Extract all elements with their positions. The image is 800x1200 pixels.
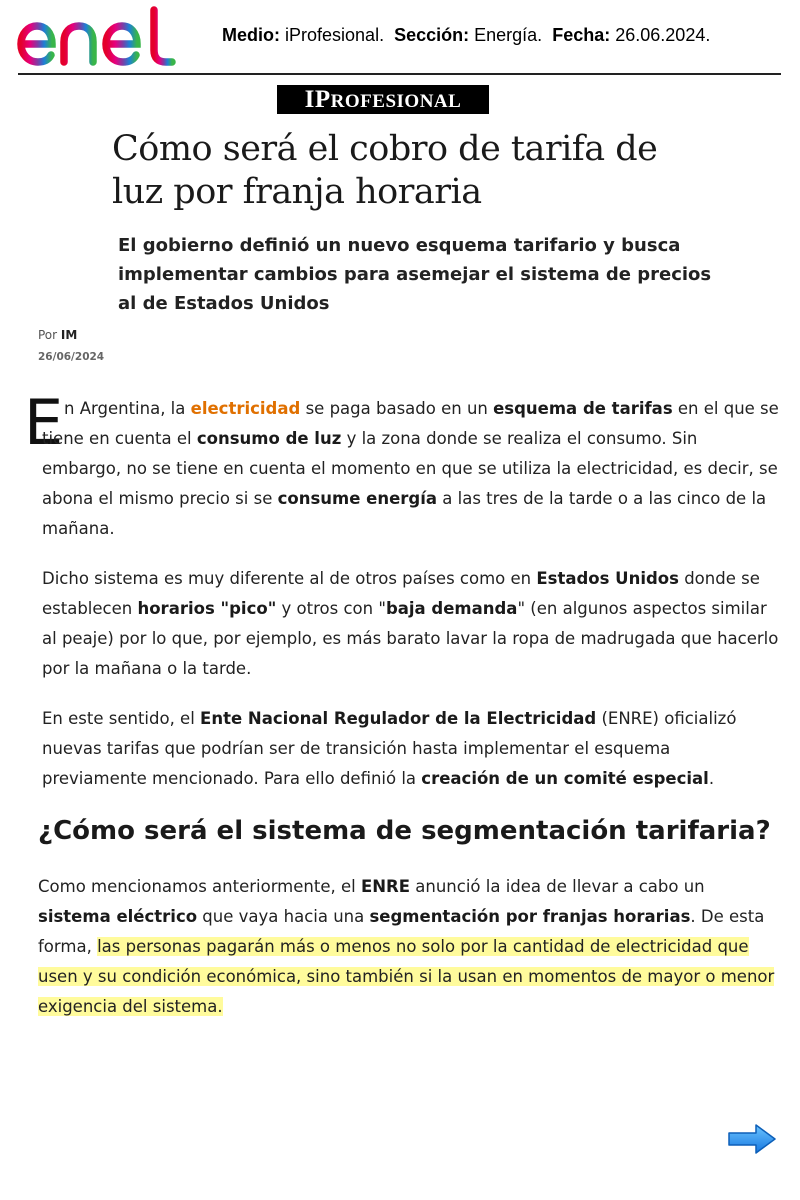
bold-run: Ente Nacional Regulador de la Electricidad <box>200 709 597 728</box>
text-run: en el que se tiene en cuenta el <box>42 399 779 448</box>
author-name[interactable]: IM <box>60 328 78 342</box>
bold-run: ENRE <box>360 877 411 896</box>
header-divider <box>18 73 781 75</box>
bold-run: creación de un comité especial <box>421 769 709 788</box>
paragraph-1 <box>42 394 780 544</box>
text-run: se paga basado en un <box>300 399 494 418</box>
text-run: a las tres de la tarde o a las cinco de la mañana. <box>42 489 767 538</box>
text-run: . <box>708 769 715 788</box>
text-run: y otros con " <box>276 599 386 618</box>
section-heading: ¿Cómo será el sistema de segmentación tarifaria? <box>38 816 771 846</box>
article-date: 26/06/2024 <box>38 351 105 363</box>
text-run: donde se establecen <box>42 569 760 618</box>
bold-run: horarios "pico" <box>137 599 277 618</box>
fecha-label: Fecha: <box>552 25 611 45</box>
bold-run: consume energía <box>277 489 438 508</box>
clipping-header <box>0 0 800 76</box>
enel-logo <box>16 6 178 68</box>
text-run: " (en algunos aspectos similar al peaje) por lo que, por ejemplo, es más barato lavar la ropa de madrugada que hacerlo por la mañana o la tarde. <box>42 599 779 678</box>
medio-label: Medio: <box>222 25 280 45</box>
article-title: Cómo será el cobro de tarifa de luz por franja horaria <box>112 129 658 212</box>
text-run: . De esta forma, <box>38 907 765 956</box>
medio-value: iProfesional. <box>285 25 385 45</box>
byline-label: Por <box>38 328 58 342</box>
paragraph-4 <box>38 872 780 1022</box>
bold-run: esquema de tarifas <box>493 399 673 418</box>
publication-logo-rest: ROFESIONAL <box>330 91 462 112</box>
article-subtitle: El gobierno definió un nuevo esquema tarifario y busca implementar cambios para asemejar el sistema de precios al de Estados Unidos <box>118 235 712 314</box>
drop-cap: E <box>24 386 64 459</box>
bold-run: Estados Unidos <box>536 569 679 588</box>
text-run: Dicho sistema es muy diferente al de otros países como en <box>42 569 537 588</box>
clipping-meta <box>222 25 710 46</box>
electricidad-link[interactable]: electricidad <box>190 399 301 418</box>
text-run: anunció la idea de llevar a cabo un <box>410 877 705 896</box>
text-run: y la zona donde se realiza el consumo. Sin embargo, no se tiene en cuenta el momento en que se utiliza la electricidad, es decir, se abona el mismo precio si se <box>42 429 778 508</box>
paragraph-3 <box>42 704 780 794</box>
highlighted-text: las personas pagarán más o menos no solo por la cantidad de electricidad que usen y su condición económica, sino también si la usan en momentos de mayor o menor exigencia del sistema. <box>38 937 775 1016</box>
seccion-label: Sección: <box>394 25 470 45</box>
arrow-right-icon[interactable] <box>726 1122 778 1156</box>
bold-run: sistema eléctrico <box>38 907 198 926</box>
text-run: Como mencionamos anteriormente, el <box>38 877 361 896</box>
publication-logo <box>277 85 489 114</box>
bold-run: segmentación por franjas horarias <box>369 907 691 926</box>
paragraph-2 <box>42 564 780 684</box>
fecha-value: 26.06.2024. <box>615 25 711 45</box>
publication-logo-initial: IP <box>304 86 331 113</box>
bold-run: consumo de luz <box>196 429 342 448</box>
text-run: En este sentido, el <box>42 709 201 728</box>
seccion-value: Energía. <box>474 25 543 45</box>
text-run: (ENRE) oficializó nuevas tarifas que podrían ser de transición hasta implementar el esquema previamente mencionado. Para ello definió la <box>42 709 737 788</box>
text-run: n Argentina, la <box>64 399 191 418</box>
text-run: que vaya hacia una <box>197 907 370 926</box>
bold-run: baja demanda <box>385 599 518 618</box>
byline <box>38 328 77 342</box>
